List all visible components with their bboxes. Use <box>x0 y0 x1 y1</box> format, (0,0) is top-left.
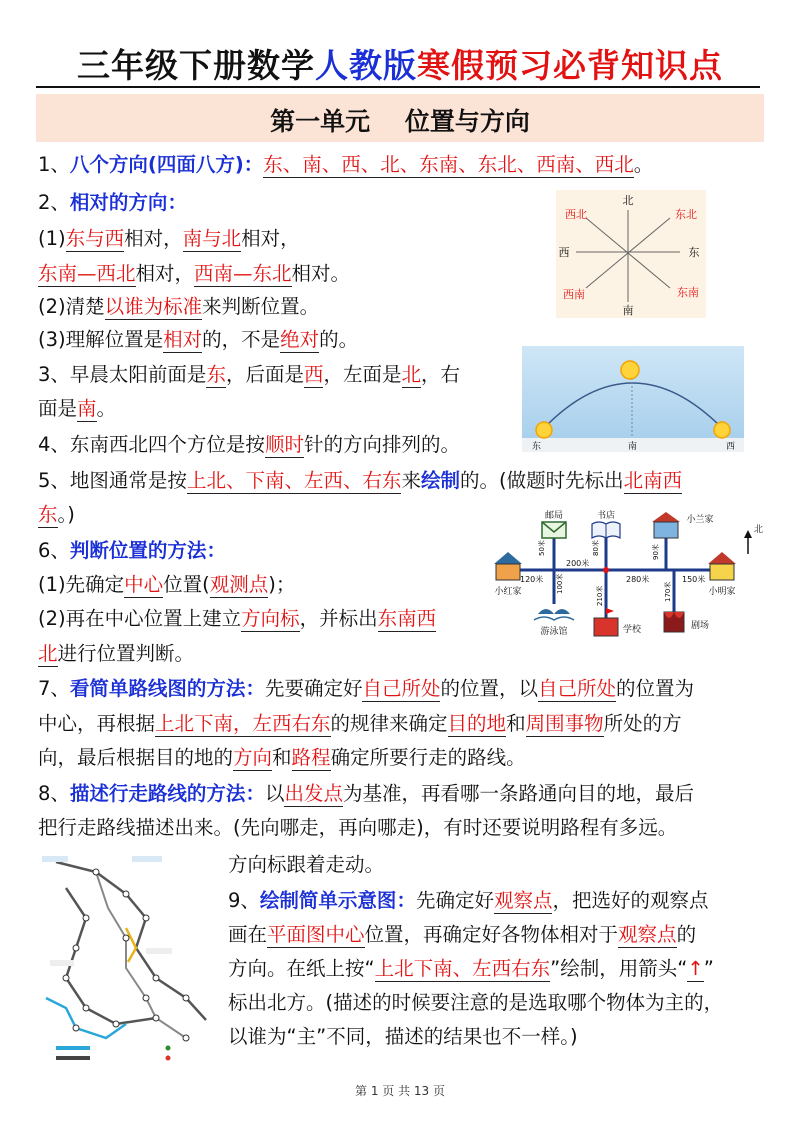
item-9-line-2 <box>228 922 696 948</box>
unit-title <box>36 102 764 138</box>
text: 的。(做题时先标出 <box>459 469 624 492</box>
answer: 绝对 <box>280 328 320 351</box>
answer: 路程 <box>291 746 331 769</box>
sun-label-south: 南 <box>628 442 638 452</box>
text: 相对。 <box>291 262 351 285</box>
answer: 南 <box>77 397 97 420</box>
theater-icon <box>664 612 684 632</box>
text: 面是 <box>38 397 78 420</box>
text: 相对， <box>241 227 300 250</box>
item-7-line-2 <box>38 711 682 737</box>
text: ，后面是 <box>225 363 304 386</box>
item-2-line-b <box>38 261 350 287</box>
text: 画在 <box>228 923 268 946</box>
dist-280: 280米 <box>626 575 650 584</box>
text: 的，不是 <box>202 328 281 351</box>
title-part-2: 人教版 <box>315 46 417 85</box>
station-icon <box>143 915 149 921</box>
label-school: 学校 <box>622 625 642 635</box>
text: 。) <box>57 503 75 526</box>
item-heading: 判断位置的方法 <box>69 539 207 562</box>
bookstore-icon <box>592 522 620 538</box>
compass-east: 东 <box>688 246 700 259</box>
item-1 <box>38 152 653 178</box>
compass-southwest: 西南 <box>563 288 585 301</box>
text: 位置，再确定好各物体相对于 <box>364 923 619 946</box>
text: 为基准，再看哪一条路通向目的地，最后 <box>342 782 694 805</box>
answer: 东 <box>206 363 226 386</box>
compass-northeast: 东北 <box>675 208 697 221</box>
item-heading: 相对的方向 <box>69 191 168 214</box>
label-theater: 剧场 <box>690 621 710 631</box>
item-6-line-2 <box>38 606 436 632</box>
legend-swatch-blue <box>56 1046 90 1050</box>
answer: 上北、下南、左西、右东 <box>186 469 402 492</box>
item-heading: 绘制简单示意图 <box>259 889 397 912</box>
answer: 相对 <box>163 328 203 351</box>
text: 以谁为“主”不同，描述的结果也不一样。) <box>228 1025 578 1048</box>
item-8-line-3 <box>228 852 384 878</box>
answer: 北南西 <box>623 469 683 492</box>
label-pool: 游泳馆 <box>540 627 568 637</box>
north-arrow-head-icon <box>744 530 752 538</box>
station-icon <box>183 995 189 1001</box>
text: 的规律来确定 <box>330 712 448 735</box>
text: 中心，再根据 <box>38 712 156 735</box>
text: 先要确定好 <box>264 677 363 700</box>
item-9-line-3 <box>228 956 714 982</box>
item-number: 2、 <box>38 191 70 214</box>
item-8-line-1 <box>38 781 694 807</box>
dist-150: 150米 <box>682 575 706 584</box>
answer: 顺时 <box>264 433 304 456</box>
text: 确定所要行走的路线。 <box>330 746 526 769</box>
compass-figure <box>556 190 706 322</box>
item-2-line-c <box>38 294 319 320</box>
sky-background <box>522 346 744 438</box>
answer: 方向标 <box>241 607 300 630</box>
item-9-line-1 <box>228 888 709 914</box>
item-5-line-1 <box>38 468 682 494</box>
text: 来判断位置。 <box>202 295 320 318</box>
compass-northwest: 西北 <box>565 208 587 221</box>
text: ”绘制，用箭头“ <box>550 957 688 980</box>
station-icon <box>123 891 129 897</box>
answer: 东与西 <box>65 227 125 250</box>
answer: 出发点 <box>284 782 343 805</box>
item-6-heading <box>38 538 226 564</box>
text: ，把选好的观察点 <box>552 889 709 912</box>
answer: 上北下南，左西右东 <box>155 712 331 735</box>
answer: 东南—西北 <box>38 262 136 285</box>
text: 的 <box>676 923 697 946</box>
answer: 方向 <box>233 746 273 769</box>
dist-50: 50米 <box>538 540 546 556</box>
item-colon: ： <box>206 539 226 562</box>
item-2-line-d <box>38 327 358 353</box>
text: 和 <box>506 712 526 735</box>
compass-north: 北 <box>622 194 634 207</box>
station-icon <box>83 1005 89 1011</box>
text: 地图通常是按 <box>69 469 187 492</box>
item-colon: ： <box>245 677 265 700</box>
north-label: 北 <box>754 525 764 535</box>
item-number: 6、 <box>38 539 70 562</box>
unit-label: 第一单元 <box>270 107 371 136</box>
item-number: 7、 <box>38 677 70 700</box>
route-diagram-figure <box>36 848 216 1074</box>
answer: 平面图中心 <box>267 923 365 946</box>
text: (1)先确定 <box>38 573 125 596</box>
item-2-heading <box>38 190 187 216</box>
item-7-line-3 <box>38 745 526 771</box>
text: 方向。在纸上按“ <box>228 957 375 980</box>
sun-noon-icon <box>621 361 639 379</box>
item-colon: ： <box>243 153 264 176</box>
text: 所处的方 <box>603 712 682 735</box>
sun-west-icon <box>714 422 730 438</box>
text: (1) <box>38 227 66 250</box>
text: 的位置，以 <box>440 677 538 700</box>
answer: 观察点 <box>618 923 677 946</box>
station-tag <box>132 856 162 862</box>
item-heading: 看简单路线图的方法 <box>69 677 246 700</box>
text: 的。 <box>319 328 359 351</box>
text: (3)理解位置是 <box>38 328 164 351</box>
station-icon <box>93 869 99 875</box>
item-heading: 八个方向(四面八方) <box>69 153 244 176</box>
xiaolan-house-icon <box>652 512 680 538</box>
xiaoming-house-icon <box>708 552 736 580</box>
answer: 以谁为标准 <box>104 295 203 318</box>
answer: 观测点 <box>209 573 269 596</box>
station-tag <box>50 960 74 966</box>
xiaohong-house-icon <box>494 552 522 580</box>
item-6-line-3 <box>38 641 194 667</box>
item-9-line-4 <box>228 990 723 1016</box>
item-colon: ： <box>245 782 265 805</box>
text: 和 <box>272 746 292 769</box>
text: 位置( <box>163 573 210 596</box>
answer: 北 <box>38 642 58 665</box>
text: ” <box>703 957 714 980</box>
center-point-icon <box>603 567 609 573</box>
title-part-1: 三年级下册数学 <box>77 46 315 85</box>
station-icon <box>83 915 89 921</box>
station-tag <box>146 948 172 954</box>
text: 以 <box>264 782 285 805</box>
item-number: 1、 <box>38 153 70 176</box>
text: ，右 <box>421 363 461 386</box>
text: 相对， <box>124 227 183 250</box>
text: ，左面是 <box>323 363 402 386</box>
sun-label-west: 西 <box>726 442 736 452</box>
answer: 中心 <box>124 573 164 596</box>
answer: 东南西 <box>377 607 437 630</box>
text: 标出北方。(描述的时候要注意的是选取哪个物体为主的， <box>228 991 724 1014</box>
answer: 北 <box>401 363 422 386</box>
station-tag <box>42 856 68 862</box>
legend-swatch-dark <box>56 1056 90 1060</box>
route-map-figure <box>486 508 762 652</box>
label-xiaoming: 小明家 <box>708 587 736 597</box>
item-number: 5、 <box>38 469 70 492</box>
label-book: 书店 <box>596 511 616 521</box>
text: 。 <box>96 397 117 420</box>
answer: 东 <box>38 503 58 526</box>
text: 的位置为 <box>616 677 695 700</box>
text: ，并标出 <box>299 607 378 630</box>
station-icon <box>143 995 149 1001</box>
dist-90: 90米 <box>652 544 660 560</box>
answer: 上北下南、左西右东 <box>374 957 551 980</box>
school-icon <box>594 608 618 636</box>
text: 相对， <box>135 262 195 285</box>
item-6-line-1 <box>38 572 295 598</box>
unit-name: 位置与方向 <box>404 107 530 136</box>
item-3-line-2 <box>38 396 116 422</box>
text: 先确定好 <box>415 889 494 912</box>
answer: 自己所处 <box>538 677 617 700</box>
page-title <box>0 40 800 87</box>
compass-west: 西 <box>558 246 570 259</box>
swimming-pool-icon <box>534 609 574 620</box>
text: 早晨太阳前面是 <box>69 363 207 386</box>
text: )； <box>268 573 296 596</box>
station-icon <box>153 1015 159 1021</box>
sun-east-icon <box>536 422 552 438</box>
answer-eight-directions: 东、南、西、北、东南、东北、西南、西北 <box>263 153 634 176</box>
station-icon <box>123 935 129 941</box>
title-part-3: 寒假预习必背知识点 <box>417 46 723 85</box>
answer: 西 <box>303 363 324 386</box>
answer: 南与北 <box>182 227 242 250</box>
station-icon <box>113 1021 119 1027</box>
text: 来 <box>401 469 421 492</box>
station-icon <box>153 975 159 981</box>
text: 向，最后根据目的地的 <box>38 746 234 769</box>
item-9-line-5 <box>228 1024 578 1050</box>
text: 东南西北四个方位是按 <box>69 433 265 456</box>
item-8-line-2 <box>38 815 677 841</box>
label-xiaohong: 小红家 <box>494 587 522 597</box>
item-3-line-1 <box>38 362 460 388</box>
text: 方向标跟着走动。 <box>228 853 385 876</box>
item-2-line-a <box>38 226 300 252</box>
label-xiaolan: 小兰家 <box>686 515 714 525</box>
dist-210: 210米 <box>596 585 604 606</box>
compass-southeast: 东南 <box>677 286 699 299</box>
item-7-line-1 <box>38 676 694 702</box>
item-colon: ： <box>167 191 187 214</box>
title-divider <box>36 86 760 88</box>
post-office-icon <box>542 522 566 538</box>
label-post: 邮局 <box>544 511 564 521</box>
answer: 西南—东北 <box>194 262 292 285</box>
dist-120: 120米 <box>520 575 544 584</box>
answer: 目的地 <box>447 712 507 735</box>
station-icon <box>63 975 69 981</box>
item-end: 。 <box>633 153 654 176</box>
dist-170: 170米 <box>664 581 672 602</box>
legend-dot <box>166 1046 171 1051</box>
item-number: 3、 <box>38 363 70 386</box>
compass-south: 南 <box>622 304 634 317</box>
item-colon: ： <box>396 889 416 912</box>
text: 针的方向排列的。 <box>303 433 460 456</box>
station-icon <box>183 1035 189 1041</box>
item-heading: 描述行走路线的方法 <box>69 782 246 805</box>
item-number: 9、 <box>228 889 260 912</box>
answer: 自己所处 <box>362 677 441 700</box>
station-icon <box>73 1025 79 1031</box>
highlight: 绘制 <box>420 469 460 492</box>
dist-200: 200米 <box>566 559 590 568</box>
station-icon <box>73 945 79 951</box>
answer: 周围事物 <box>525 712 604 735</box>
answer: ↑ <box>687 957 704 980</box>
item-5-line-2 <box>38 502 75 528</box>
item-4 <box>38 432 460 458</box>
sun-label-east: 东 <box>532 442 542 452</box>
text: 进行位置判断。 <box>57 642 195 665</box>
text: 把行走路线描述出来。(先向哪走，再向哪走)，有时还要说明路程有多远。 <box>38 816 678 839</box>
text: (2)清楚 <box>38 295 105 318</box>
legend-dot <box>166 1056 171 1061</box>
unit-banner <box>36 94 764 142</box>
item-number: 4、 <box>38 433 70 456</box>
page-footer: 第 1 页 共 13 页 <box>355 1084 445 1098</box>
text: (2)再在中心位置上建立 <box>38 607 242 630</box>
answer: 观察点 <box>493 889 553 912</box>
dist-100: 100米 <box>556 573 564 594</box>
item-number: 8、 <box>38 782 70 805</box>
dist-80: 80米 <box>592 540 600 556</box>
sun-path-figure <box>522 346 744 456</box>
